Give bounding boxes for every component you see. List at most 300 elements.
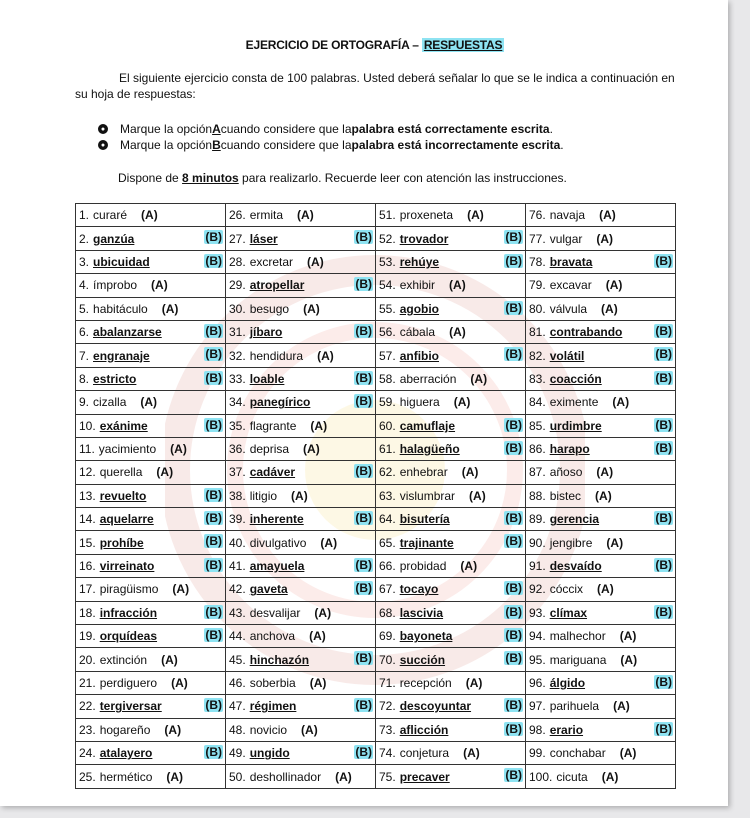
- item-number: 19.: [79, 629, 96, 644]
- item-number: 77.: [529, 231, 546, 246]
- instruction-emphasis: palabra está correctamente escrita: [351, 122, 550, 136]
- item-word: hinchazón: [249, 652, 310, 667]
- answer-b-badge: (B): [505, 604, 522, 619]
- answer-cell: [76, 531, 226, 554]
- answer-a-label: (A): [314, 605, 332, 620]
- answer-cell: [76, 461, 226, 484]
- answer-a-label: (A): [335, 769, 352, 784]
- answer-cell: [376, 671, 526, 694]
- item-word: harapo: [549, 442, 590, 457]
- item-word: succión: [399, 652, 446, 667]
- answer-cell: [376, 695, 526, 718]
- answer-cell: [226, 578, 376, 601]
- item-number: 53.: [379, 254, 396, 269]
- item-word: perdiguero: [99, 676, 158, 690]
- answer-a-label: (A): [465, 676, 483, 690]
- item-word: precaver: [399, 769, 450, 784]
- table-row: [76, 250, 676, 273]
- item-word: inherente: [249, 512, 304, 527]
- table-row: [76, 227, 676, 250]
- item-number: 74.: [379, 746, 396, 761]
- answer-cell: [226, 250, 376, 273]
- answer-cell: [226, 765, 376, 788]
- item-word: aflicción: [399, 722, 449, 737]
- item-number: 99.: [529, 746, 546, 761]
- item-word: halagüeño: [399, 442, 460, 457]
- answer-cell: [76, 297, 226, 320]
- item-number: 31.: [229, 325, 246, 340]
- answer-cell: [376, 250, 526, 273]
- item-word: eximente: [549, 395, 599, 410]
- answer-cell: [76, 625, 226, 648]
- title-highlight: RESPUESTAS: [423, 38, 503, 52]
- item-number: 71.: [379, 676, 396, 690]
- answer-b-badge: (B): [205, 417, 222, 432]
- answer-b-badge: (B): [505, 768, 522, 783]
- answer-cell: [526, 648, 676, 671]
- item-word: ubicuidad: [93, 254, 150, 269]
- item-word: añoso: [549, 465, 583, 480]
- item-number: 15.: [79, 535, 96, 550]
- answer-cell: [376, 391, 526, 414]
- item-number: 95.: [529, 652, 546, 667]
- item-number: 35.: [229, 418, 246, 433]
- answer-b-badge: (B): [505, 534, 522, 549]
- item-word: descoyuntar: [399, 699, 472, 714]
- item-number: 66.: [379, 559, 396, 574]
- instruction-list: [98, 121, 564, 153]
- item-number: 10.: [79, 418, 96, 433]
- table-row: [76, 554, 676, 577]
- item-number: 34.: [229, 395, 246, 410]
- item-word: exhibir: [399, 278, 436, 293]
- answer-cell: [76, 554, 226, 577]
- item-word: enhebrar: [399, 465, 448, 480]
- answer-b-badge: (B): [505, 440, 522, 455]
- answer-a-label: (A): [613, 699, 630, 714]
- answer-cell: [376, 741, 526, 764]
- item-number: 83.: [529, 371, 546, 386]
- answer-a-label: (A): [320, 535, 338, 550]
- answer-cell: [226, 461, 376, 484]
- item-word: amayuela: [249, 559, 305, 574]
- item-word: cadáver: [249, 465, 296, 480]
- item-word: excretar: [249, 254, 294, 269]
- answer-cell: [526, 695, 676, 718]
- answer-cell: [226, 531, 376, 554]
- item-number: 92.: [529, 582, 546, 597]
- item-number: 20.: [79, 652, 96, 667]
- answer-cell: [526, 274, 676, 297]
- answer-b-badge: (B): [505, 721, 522, 736]
- item-number: 76.: [529, 208, 546, 223]
- table-row: [76, 718, 676, 741]
- item-number: 12.: [79, 465, 96, 480]
- item-number: 47.: [229, 699, 246, 714]
- item-number: 6.: [79, 325, 90, 340]
- answer-b-badge: (B): [505, 300, 522, 315]
- item-number: 73.: [379, 722, 396, 737]
- answer-cell: [226, 367, 376, 390]
- item-word: ímprobo: [93, 278, 138, 293]
- table-row: [76, 508, 676, 531]
- item-word: besugo: [249, 301, 290, 316]
- item-number: 46.: [229, 676, 246, 690]
- intro-paragraph: [75, 70, 675, 102]
- answer-cell: [526, 227, 676, 250]
- time-text: para realizarlo. Recuerde leer con atención las instrucciones.: [238, 171, 567, 185]
- answer-cell: [76, 484, 226, 507]
- answer-a-label: (A): [460, 559, 478, 574]
- item-number: 22.: [79, 699, 96, 714]
- item-word: abalanzarse: [93, 325, 162, 340]
- answer-cell: [76, 320, 226, 343]
- table-row: [76, 391, 676, 414]
- item-word: flagrante: [249, 418, 297, 433]
- answer-cell: [76, 344, 226, 367]
- answer-a-label: (A): [307, 254, 324, 269]
- item-word: gaveta: [249, 582, 288, 597]
- answer-cell: [76, 367, 226, 390]
- answer-b-badge: (B): [655, 347, 672, 362]
- item-number: 5.: [79, 301, 90, 316]
- item-number: 85.: [529, 418, 546, 433]
- answer-a-label: (A): [599, 208, 616, 223]
- item-number: 56.: [379, 325, 396, 340]
- item-word: habitáculo: [93, 301, 148, 316]
- item-number: 51.: [379, 208, 396, 223]
- table-row: [76, 484, 676, 507]
- item-word: excavar: [549, 278, 592, 293]
- answer-b-badge: (B): [205, 370, 222, 385]
- answer-cell: [376, 297, 526, 320]
- item-number: 79.: [529, 278, 546, 293]
- item-word: revuelto: [99, 488, 147, 503]
- item-number: 97.: [529, 699, 546, 714]
- item-word: ermita: [249, 208, 284, 223]
- answer-a-label: (A): [141, 208, 158, 223]
- item-number: 59.: [379, 395, 396, 410]
- table-row: [76, 765, 676, 788]
- item-number: 80.: [529, 301, 546, 316]
- answer-a-label: (A): [605, 278, 623, 293]
- answer-cell: [76, 741, 226, 764]
- answer-b-badge: (B): [505, 417, 522, 432]
- instruction-text: cuando considere que la: [220, 138, 352, 152]
- answer-a-label: (A): [469, 488, 486, 503]
- answer-cell: [526, 484, 676, 507]
- answer-b-badge: (B): [205, 698, 222, 713]
- answer-a-label: (A): [164, 722, 182, 737]
- item-number: 75.: [379, 769, 396, 784]
- answer-b-badge: (B): [205, 347, 222, 362]
- answer-b-badge: (B): [505, 581, 522, 596]
- item-word: urdimbre: [549, 418, 602, 433]
- answer-b-badge: (B): [505, 347, 522, 362]
- item-number: 37.: [229, 465, 246, 480]
- answer-cell: [76, 437, 226, 460]
- item-number: 78.: [529, 254, 546, 269]
- answer-b-badge: (B): [355, 277, 372, 292]
- answer-cell: [226, 484, 376, 507]
- answer-b-badge: (B): [205, 744, 222, 759]
- answer-cell: [526, 414, 676, 437]
- answer-b-badge: (B): [655, 440, 672, 455]
- answer-cell: [226, 648, 376, 671]
- item-number: 49.: [229, 746, 246, 761]
- item-word: cóccix: [549, 582, 584, 597]
- answer-b-badge: (B): [655, 417, 672, 432]
- item-word: contrabando: [549, 325, 623, 340]
- item-number: 64.: [379, 512, 396, 527]
- answer-cell: [226, 718, 376, 741]
- item-word: divulgativo: [249, 535, 307, 550]
- item-number: 52.: [379, 231, 396, 246]
- answer-a-label: (A): [303, 301, 320, 316]
- answer-a-label: (A): [597, 582, 614, 597]
- answer-b-badge: (B): [505, 253, 522, 268]
- item-word: erario: [549, 722, 584, 737]
- item-word: rehúye: [399, 254, 440, 269]
- item-word: camuflaje: [399, 418, 456, 433]
- item-number: 36.: [229, 442, 246, 457]
- item-word: trajinante: [399, 535, 454, 550]
- item-number: 87.: [529, 465, 546, 480]
- item-word: estricto: [93, 371, 137, 386]
- item-word: virreinato: [99, 559, 155, 574]
- table-row: [76, 741, 676, 764]
- item-word: bayoneta: [399, 629, 453, 644]
- item-word: ungido: [249, 746, 290, 761]
- table-row: [76, 367, 676, 390]
- item-number: 4.: [79, 278, 90, 293]
- item-word: parihuela: [549, 699, 600, 714]
- item-word: atropellar: [249, 278, 305, 293]
- item-word: clímax: [549, 605, 588, 620]
- item-number: 94.: [529, 629, 546, 644]
- answer-cell: [76, 250, 226, 273]
- item-word: higuera: [399, 395, 440, 410]
- answer-cell: [76, 578, 226, 601]
- item-number: 28.: [229, 254, 246, 269]
- answer-cell: [76, 391, 226, 414]
- table-row: [76, 274, 676, 297]
- answer-a-label: (A): [317, 348, 334, 363]
- item-word: loable: [249, 371, 285, 386]
- answer-a-label: (A): [463, 746, 480, 761]
- item-number: 96.: [529, 676, 546, 690]
- answer-cell: [526, 531, 676, 554]
- table-row: [76, 204, 676, 227]
- answer-cell: [526, 741, 676, 764]
- answer-a-label: (A): [151, 278, 168, 293]
- table-row: [76, 320, 676, 343]
- answer-b-badge: (B): [355, 698, 372, 713]
- title-main: EJERCICIO DE ORTOGRAFÍA –: [245, 38, 422, 52]
- item-word: curaré: [93, 208, 128, 223]
- answer-a-label: (A): [140, 395, 158, 410]
- item-number: 16.: [79, 559, 96, 574]
- item-word: álgido: [549, 676, 586, 690]
- answer-cell: [226, 625, 376, 648]
- item-number: 84.: [529, 395, 546, 410]
- answer-b-badge: (B): [505, 230, 522, 245]
- answer-a-label: (A): [291, 488, 308, 503]
- item-number: 61.: [379, 442, 396, 457]
- item-word: régimen: [249, 699, 297, 714]
- answer-cell: [376, 601, 526, 624]
- item-number: 57.: [379, 348, 396, 363]
- answer-b-badge: (B): [355, 394, 372, 409]
- answer-a-label: (A): [303, 442, 320, 457]
- item-word: hendidura: [249, 348, 304, 363]
- answer-cell: [376, 718, 526, 741]
- item-number: 14.: [79, 512, 96, 527]
- instruction-text: .: [560, 138, 564, 152]
- item-word: novicio: [249, 722, 288, 737]
- item-word: bistec: [549, 488, 582, 503]
- answer-cell: [376, 461, 526, 484]
- answer-a-label: (A): [301, 722, 318, 737]
- answer-a-label: (A): [620, 652, 638, 667]
- item-number: 68.: [379, 605, 396, 620]
- item-number: 33.: [229, 371, 246, 386]
- answer-cell: [526, 461, 676, 484]
- answer-cell: [76, 765, 226, 788]
- item-word: conchabar: [549, 746, 606, 761]
- answer-cell: [376, 554, 526, 577]
- table-row: [76, 625, 676, 648]
- item-word: agobio: [399, 301, 440, 316]
- item-word: piragüismo: [99, 582, 159, 597]
- answer-cell: [526, 625, 676, 648]
- answer-a-label: (A): [619, 629, 637, 644]
- answer-b-badge: (B): [355, 511, 372, 526]
- answer-cell: [376, 437, 526, 460]
- answer-a-label: (A): [309, 676, 327, 690]
- answer-cell: [226, 695, 376, 718]
- answer-a-label: (A): [467, 208, 484, 223]
- answer-b-badge: (B): [205, 557, 222, 572]
- answer-cell: [226, 344, 376, 367]
- answer-cell: [526, 508, 676, 531]
- item-number: 32.: [229, 348, 246, 363]
- item-word: desvaído: [549, 559, 602, 574]
- item-number: 86.: [529, 442, 546, 457]
- item-word: bravata: [549, 254, 593, 269]
- answer-cell: [526, 765, 676, 788]
- table-row: [76, 461, 676, 484]
- item-word: soberbia: [249, 676, 296, 690]
- answer-cell: [526, 250, 676, 273]
- item-number: 48.: [229, 722, 246, 737]
- answer-cell: [526, 437, 676, 460]
- instruction-option: B: [212, 138, 221, 152]
- answer-b-badge: (B): [655, 253, 672, 268]
- item-word: litigio: [249, 488, 278, 503]
- item-number: 88.: [529, 488, 546, 503]
- item-word: mariguana: [549, 652, 607, 667]
- answer-cell: [76, 414, 226, 437]
- answer-cell: [226, 508, 376, 531]
- item-number: 65.: [379, 535, 396, 550]
- item-word: infracción: [99, 605, 158, 620]
- item-word: desvalijar: [249, 605, 301, 620]
- answer-a-label: (A): [161, 301, 179, 316]
- answer-cell: [226, 437, 376, 460]
- answer-cell: [526, 344, 676, 367]
- item-word: jengibre: [549, 535, 593, 550]
- answer-a-label: (A): [449, 278, 466, 293]
- answer-b-badge: (B): [205, 230, 222, 245]
- item-number: 17.: [79, 582, 96, 597]
- answer-b-badge: (B): [505, 698, 522, 713]
- item-word: anchova: [249, 629, 296, 644]
- answer-b-badge: (B): [355, 370, 372, 385]
- table-row: [76, 344, 676, 367]
- item-word: exánime: [99, 418, 148, 433]
- answer-b-badge: (B): [355, 651, 372, 666]
- answer-cell: [526, 204, 676, 227]
- item-word: deshollinador: [249, 769, 322, 784]
- item-number: 44.: [229, 629, 246, 644]
- answer-b-badge: (B): [655, 604, 672, 619]
- answer-cell: [76, 204, 226, 227]
- answer-b-badge: (B): [355, 230, 372, 245]
- instruction-option: A: [212, 122, 221, 136]
- answer-b-badge: (B): [205, 323, 222, 338]
- answer-cell: [76, 695, 226, 718]
- item-number: 3.: [79, 254, 90, 269]
- item-number: 81.: [529, 325, 546, 340]
- answer-a-label: (A): [309, 629, 326, 644]
- table-row: [76, 297, 676, 320]
- answers-table: [75, 203, 676, 789]
- instruction-text: Marque la opción: [120, 138, 213, 152]
- time-emphasis: 8 minutos: [182, 171, 239, 185]
- answer-cell: [226, 554, 376, 577]
- answer-cell: [76, 274, 226, 297]
- item-word: aquelarre: [99, 512, 154, 527]
- item-word: engranaje: [93, 348, 150, 363]
- answer-a-label: (A): [461, 465, 479, 480]
- item-word: anfibio: [399, 348, 440, 363]
- item-number: 100.: [529, 769, 553, 784]
- answer-cell: [226, 601, 376, 624]
- item-number: 25.: [79, 769, 96, 784]
- item-word: recepción: [399, 676, 452, 690]
- item-word: malhechor: [549, 629, 606, 644]
- answer-cell: [376, 625, 526, 648]
- answer-b-badge: (B): [505, 628, 522, 643]
- answer-a-label: (A): [310, 418, 328, 433]
- answer-cell: [226, 204, 376, 227]
- bullet-icon: ●: [98, 124, 108, 134]
- answer-cell: [526, 718, 676, 741]
- item-word: navaja: [549, 208, 586, 223]
- answer-b-badge: (B): [655, 721, 672, 736]
- item-word: atalayero: [99, 746, 153, 761]
- answer-b-badge: (B): [205, 511, 222, 526]
- answer-cell: [76, 508, 226, 531]
- item-word: ganzúa: [93, 231, 135, 246]
- answer-cell: [226, 227, 376, 250]
- answer-b-badge: (B): [205, 253, 222, 268]
- answer-cell: [526, 601, 676, 624]
- item-number: 39.: [229, 512, 246, 527]
- item-word: hermético: [99, 769, 153, 784]
- answer-b-badge: (B): [655, 674, 672, 689]
